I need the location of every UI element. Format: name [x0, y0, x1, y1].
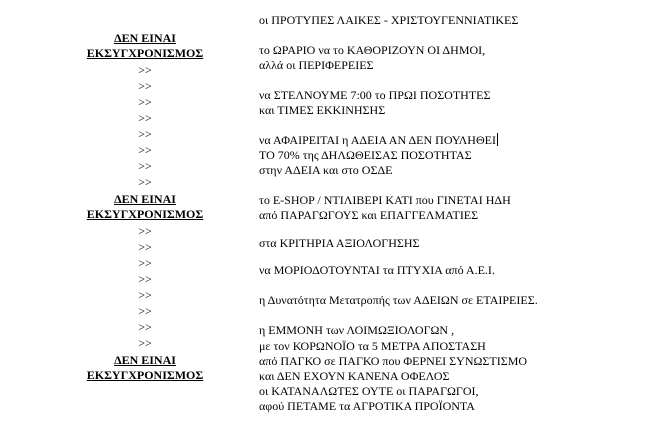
left-arrow-marker: >>: [138, 256, 152, 270]
line-license-conversion: η Δυνατότητα Μετατροπής των ΑΔΕΙΩΝ σε ΕΤΑΙΡΕΙΕΣ.: [259, 293, 538, 307]
line-epidemiologists: η ΕΜΜΟΝΗ των ΛΟΙΜΩΞΙΟΛΟΓΩΝ ,: [259, 323, 455, 337]
left-label-not-modernization: ΔΕΝ ΕΙΝΑΙ: [114, 192, 176, 206]
line-starting-prices: και ΤΙΜΕΣ ΕΚΚΙΝΗΣΗΣ: [259, 103, 386, 117]
left-arrow-marker: >>: [138, 79, 152, 93]
left-label-modernization: ΕΚΣΥΓΧΡΟΝΙΣΜΟΣ: [86, 46, 204, 60]
left-arrow-marker: >>: [138, 304, 152, 318]
left-arrow-marker: >>: [138, 95, 152, 109]
left-arrow-marker: >>: [138, 143, 152, 157]
left-arrow-marker: >>: [138, 63, 152, 77]
left-column: [0, 0, 300, 427]
left-arrow-marker: >>: [138, 224, 152, 238]
left-label-not-modernization: ΔΕΝ ΕΙΝΑΙ: [114, 353, 176, 367]
left-arrow-marker: >>: [138, 240, 152, 254]
line-degrees-points: να ΜΟΡΙΟΔΟΤΟΥΝΤΑΙ τα ΠΤΥΧΙΑ από Α.Ε.Ι.: [259, 263, 495, 277]
left-label-modernization: ΕΚΣΥΓΧΡΟΝΙΣΜΟΣ: [86, 368, 204, 382]
left-arrow-marker: >>: [138, 111, 152, 125]
line-producers-professionals: από ΠΑΡΑΓΩΓΟΥΣ και ΕΠΑΓΓΕΛΜΑΤΙΕΣ: [259, 208, 479, 222]
line-license-removed-text: να ΑΦΑΙΡΕΙΤΑΙ η ΑΔΕΙΑ ΑΝ ΔΕΝ ΠΟΥΛΗΘΕΙ: [259, 133, 496, 147]
line-discard-products: αφού ΠΕΤΑΜΕ τα ΑΓΡΟΤΙΚΑ ΠΡΟΪΟΝΤΑ: [259, 399, 475, 413]
left-arrow-marker: >>: [138, 288, 152, 302]
line-schedule-municipalities: το ΩΡΑΡΙΟ να το ΚΑΘΟΡΙΖΟΥΝ ΟΙ ΔΗΜΟΙ,: [259, 43, 486, 57]
line-eshop-delivery: το E-SHOP / ΝΤΙΛΙΒΕΡΙ ΚΑΤΙ που ΓΙΝΕΤΑΙ ΗΔΗ: [259, 193, 511, 207]
line-no-benefit: και ΔΕΝ ΕΧΟΥΝ ΚΑΝΕΝΑ ΟΦΕΛΟΣ: [259, 369, 450, 383]
left-arrow-marker: >>: [138, 159, 152, 173]
left-label-not-modernization: ΔΕΝ ΕΙΝΑΙ: [114, 31, 176, 45]
left-arrow-marker: >>: [138, 127, 152, 141]
line-christmas-markets: οι ΠΡΟΤΥΠΕΣ ΛΑΙΚΕΣ - ΧΡΙΣΤΟΥΓΕΝΝΙΑΤΙΚΕΣ: [259, 13, 519, 27]
line-schedule-regions: αλλά οι ΠΕΡΙΦΕΡΕΙΕΣ: [259, 58, 374, 72]
line-stall-crowding: από ΠΑΓΚΟ σε ΠΑΓΚΟ που ΦΕΡΝΕΙ ΣΥΝΩΣΤΙΣΜΟ: [259, 354, 528, 368]
line-consumers-producers: οι ΚΑΤΑΝΑΛΩΤΕΣ ΟΥΤΕ οι ΠΑΡΑΓΩΓΟΙ,: [259, 384, 479, 398]
left-arrow-marker: >>: [138, 175, 152, 189]
right-column: [259, 0, 644, 427]
line-license-removed: [259, 133, 498, 148]
line-declared-quantity: ΤΟ 70% της ΔΗΛΩΘΕΙΣΑΣ ΠΟΣΟΤΗΤΑΣ: [259, 148, 472, 162]
left-arrow-marker: >>: [138, 320, 152, 334]
left-label-modernization: ΕΚΣΥΓΧΡΟΝΙΣΜΟΣ: [86, 207, 204, 221]
line-license-osde: στην ΑΔΕΙΑ και στο ΟΣΔΕ: [259, 163, 393, 177]
line-distance-rule: με τον ΚΟΡΩΝΟΪΟ τα 5 ΜΕΤΡΑ ΑΠΟΣΤΑΣΗ: [259, 339, 486, 353]
left-arrow-marker: >>: [138, 336, 152, 350]
line-evaluation-criteria: στα ΚΡΙΤΗΡΙΑ ΑΞΙΟΛΟΓΗΣΗΣ: [259, 236, 420, 250]
left-arrow-marker: >>: [138, 272, 152, 286]
text-cursor: [497, 133, 498, 146]
line-send-quantities: να ΣΤΕΛΝΟΥΜΕ 7:00 το ΠΡΩΙ ΠΟΣΟΤΗΤΕΣ: [259, 88, 491, 102]
